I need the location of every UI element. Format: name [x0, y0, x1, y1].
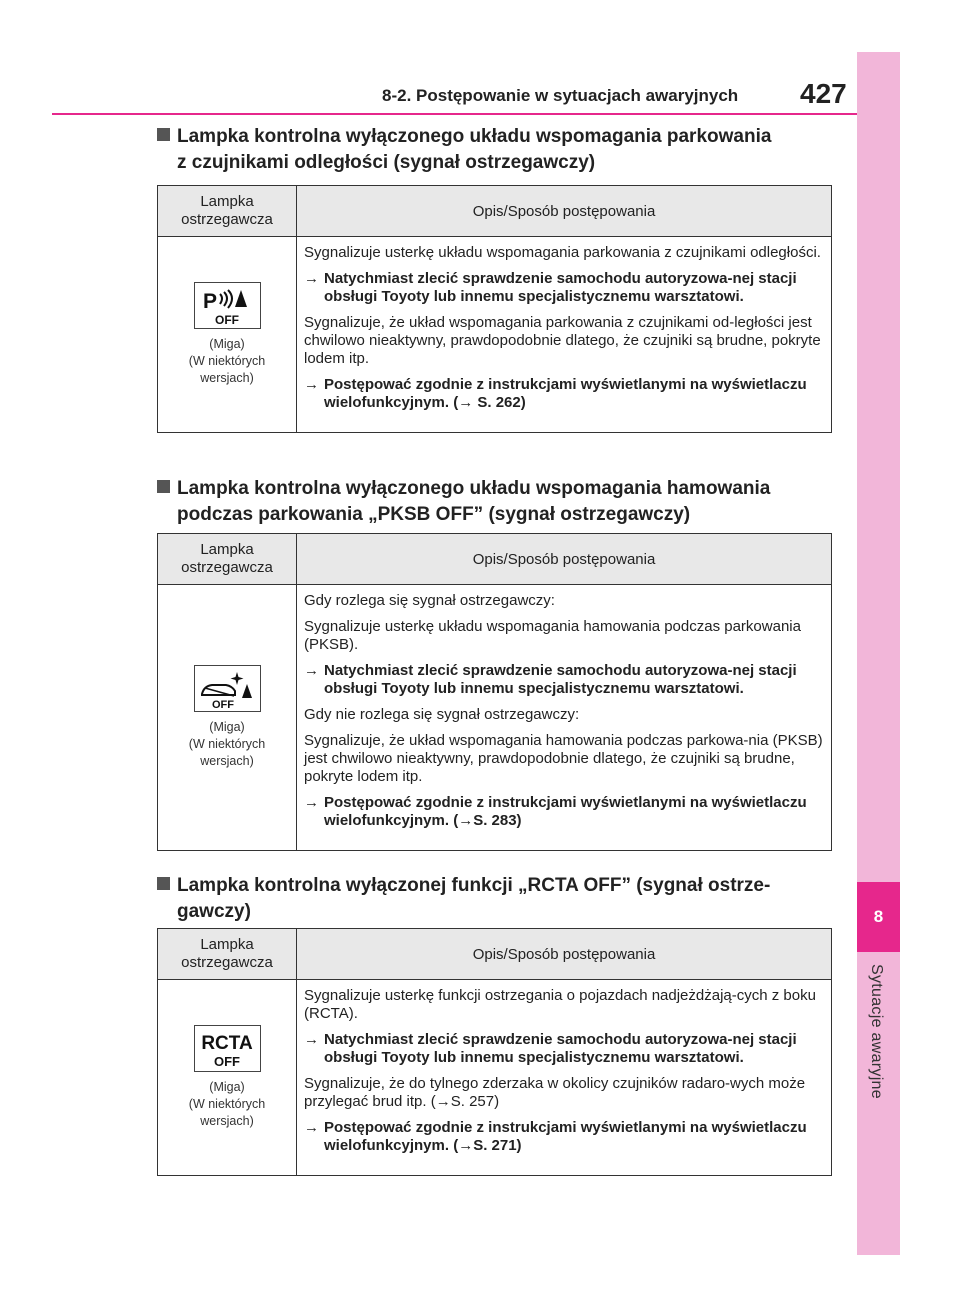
description-cell: Gdy rozlega się sygnał ostrzegawczy: Sygnalizuje usterkę układu wspomagania hamowania podczas parkowania (PKSB). → Natychmiast zlecić sprawdzenie samochodu autoryzowa-nej stacji obsługi Toyoty lub innemu specjalistycznemu warsztatowi. Gdy nie rozlega się sygnał ostrzegawczy: Sygnalizuje, że układ wspomagania hamowania podczas parkowa-nia (PKSB) jest chwilowo nieaktywny, prawdopodobnie dlatego, że czujniki są brudne, pokryte lodem itp. → Postępować zgodnie z instrukcjami wyświetlanymi na wyświetlaczu wielofunkcyjnym. (→S. 283) — [297, 585, 831, 850]
chapter-title: Sytuacje awaryjne — [868, 964, 885, 1099]
table-row — [158, 237, 831, 432]
pksb-off-icon — [194, 665, 261, 712]
icon-off-label: OFF — [212, 698, 234, 710]
description-cell: Sygnalizuje usterkę funkcji ostrzegania o pojazdach nadjeżdżają-cych z boku (RCTA). → Natychmiast zlecić sprawdzenie samochodu autoryzowa-nej stacji obsługi Toyoty lub innemu specjalistycznemu warsztatowi. Sygnalizuje, że do tylnego zderzaka w okolicy czujników radaro-wych może przylegać brud itp. (→S. 257) → Postępować zgodnie z instrukcjami wyświetlanymi na wyświetlaczu wielofunkcyjnym. (→S. 271) — [297, 980, 831, 1175]
warning-light-cell — [158, 237, 297, 432]
arrow-icon: → — [304, 794, 319, 811]
warning-light-cell — [158, 980, 297, 1175]
header-warning-light: Lampka ostrzegawcza — [158, 186, 297, 236]
section-header-title: 8-2. Postępowanie w sytuacjach awaryjnych — [382, 86, 739, 105]
warning-table-pksb — [157, 533, 832, 851]
chapter-side-tab — [857, 52, 900, 1255]
action-item: → Postępować zgodnie z instrukcjami wyświetlanymi na wyświetlaczu wielofunkcyjnym. (→S. 283) — [304, 794, 807, 829]
arrow-icon: → — [304, 662, 319, 679]
parking-sensor-off-icon — [194, 282, 261, 329]
description-cell: Sygnalizuje usterkę układu wspomagania parkowania z czujnikami odległości. → Natychmiast zlecić sprawdzenie samochodu autoryzowa-nej stacji obsługi Toyoty lub innemu specjalistycznemu warsztatowi. Sygnalizuje, że układ wspomagania parkowania z czujnikami od-ległości jest chwilowo nieaktywny, prawdopodobnie dlatego, że czujniki są brudne, pokryte lodem itp. → Postępować zgodnie z instrukcjami wyświetlanymi na wyświetlaczu wielofunkcyjnym. (→ S. 262) — [297, 237, 831, 432]
table-header-row — [158, 186, 831, 237]
svg-text:P: P — [203, 289, 218, 313]
action-item: → Natychmiast zlecić sprawdzenie samochodu autoryzowa-nej stacji obsługi Toyoty lub innemu specjalistycznemu warsztatowi. — [304, 270, 797, 305]
icon-off-label: OFF — [214, 1053, 240, 1069]
header-warning-light: Lampka ostrzegawcza — [158, 929, 297, 979]
warning-table-rcta — [157, 928, 832, 1176]
table-row — [158, 980, 831, 1175]
arrow-icon: → — [304, 1119, 319, 1136]
arrow-icon: → — [304, 270, 319, 287]
chapter-number: 8 — [873, 907, 884, 926]
table-header-row — [158, 534, 831, 585]
square-bullet-icon — [157, 128, 170, 141]
page-number: 427 — [800, 78, 847, 109]
header-description: Opis/Sposób postępowania — [472, 202, 656, 220]
icon-rcta-label: RCTA — [201, 1032, 253, 1054]
icon-off-label: OFF — [215, 312, 239, 327]
icon-caption: (Miga) (W niektórych wersjach) — [188, 1080, 266, 1128]
action-item: → Postępować zgodnie z instrukcjami wyświetlanymi na wyświetlaczu wielofunkcyjnym. (→S. 271) — [304, 1119, 807, 1154]
arrow-icon: → — [304, 376, 319, 393]
table-row — [158, 585, 831, 850]
icon-caption: (Miga) (W niektórych wersjach) — [188, 337, 266, 385]
rcta-off-icon — [194, 1025, 261, 1072]
action-item: → Natychmiast zlecić sprawdzenie samochodu autoryzowa-nej stacji obsługi Toyoty lub innemu specjalistycznemu warsztatowi. — [304, 1031, 797, 1066]
table-header-row — [158, 929, 831, 980]
square-bullet-icon — [157, 480, 170, 493]
header-divider — [52, 113, 857, 115]
section-heading-pksb: Lampka kontrolna wyłączonego układu wspomagania hamowania podczas parkowania „PKSB OFF” (sygnał ostrzegawczy) — [157, 476, 837, 528]
action-item: → Natychmiast zlecić sprawdzenie samochodu autoryzowa-nej stacji obsługi Toyoty lub innemu specjalistycznemu warsztatowi. — [304, 662, 797, 697]
header-description: Opis/Sposób postępowania — [472, 550, 656, 568]
square-bullet-icon — [157, 877, 170, 890]
warning-light-cell — [158, 585, 297, 850]
section-heading-rcta: Lampka kontrolna wyłączonej funkcji „RCTA OFF” (sygnał ostrze- gawczy) — [157, 873, 837, 925]
header-warning-light: Lampka ostrzegawcza — [158, 534, 297, 584]
header-description: Opis/Sposób postępowania — [472, 945, 656, 963]
arrow-icon: → — [304, 1031, 319, 1048]
warning-table-parking-sensor — [157, 185, 832, 433]
section-heading-parking-sensor: Lampka kontrolna wyłączonego układu wspomagania parkowania z czujnikami odległości (sygnał ostrzegawczy) — [157, 124, 837, 176]
action-item: → Postępować zgodnie z instrukcjami wyświetlanymi na wyświetlaczu wielofunkcyjnym. (→ S. 262) — [304, 376, 807, 411]
icon-caption: (Miga) (W niektórych wersjach) — [188, 720, 266, 768]
